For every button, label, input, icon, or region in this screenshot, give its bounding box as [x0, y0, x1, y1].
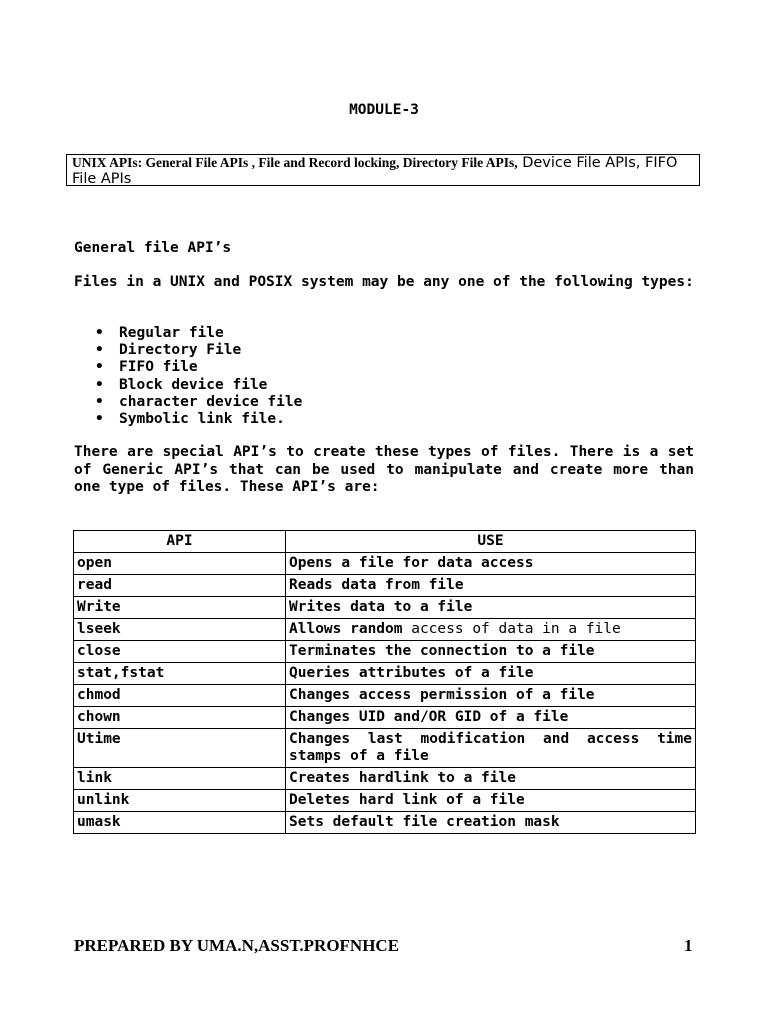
table-row	[74, 663, 696, 685]
topics-box	[66, 154, 700, 186]
footer-page-number: 1	[684, 936, 693, 955]
use-cell-light-part: access of data in a file	[411, 621, 621, 637]
table-row	[74, 707, 696, 729]
api-cell: lseek	[74, 619, 286, 641]
api-cell: chown	[74, 707, 286, 729]
table-row	[74, 729, 696, 768]
bullet-icon: •	[95, 393, 104, 410]
bullet-icon: •	[95, 359, 104, 376]
list-item	[95, 359, 302, 376]
api-cell: Write	[74, 597, 286, 619]
api-cell: link	[74, 768, 286, 790]
api-cell: open	[74, 553, 286, 575]
use-cell: Changes access permission of a file	[286, 685, 696, 707]
table-row	[74, 597, 696, 619]
intro-paragraph: Files in a UNIX and POSIX system may be any one of the following types:	[74, 274, 694, 290]
topics-sans-text: Device File APIs, FIFO File APIs	[72, 155, 678, 187]
api-cell: close	[74, 641, 286, 663]
bullet-icon: •	[95, 325, 104, 341]
table-row	[74, 641, 696, 663]
api-cell: umask	[74, 812, 286, 834]
list-item	[95, 325, 302, 342]
list-item	[95, 377, 302, 394]
use-cell: Writes data to a file	[286, 597, 696, 619]
bullet-icon: •	[95, 342, 104, 359]
api-description-paragraph: There are special API’s to create these types of files. There is a set of Generic API’s that can be used to manipulate and create more than one type of files. These API’s are:	[74, 444, 694, 495]
use-cell: Opens a file for data access	[286, 553, 696, 575]
list-item	[95, 394, 302, 411]
table-row	[74, 685, 696, 707]
table-row	[74, 768, 696, 790]
table-header-row	[74, 531, 696, 553]
use-cell: Sets default file creation mask	[286, 812, 696, 834]
use-cell: Deletes hard link of a file	[286, 790, 696, 812]
file-types-list	[95, 325, 302, 428]
table-row	[74, 619, 696, 641]
use-cell	[286, 619, 696, 641]
list-item	[95, 411, 302, 428]
table-row	[74, 790, 696, 812]
table-row	[74, 575, 696, 597]
footer-prepared-by: PREPARED BY UMA.N,ASST.PROFNHCE	[74, 936, 400, 955]
table-row	[74, 553, 696, 575]
list-item-text: Symbolic link file.	[119, 411, 285, 428]
api-cell: unlink	[74, 790, 286, 812]
use-cell-bold-part: Allows random	[289, 621, 412, 637]
use-cell: Queries attributes of a file	[286, 663, 696, 685]
list-item	[95, 342, 302, 359]
api-cell: chmod	[74, 685, 286, 707]
api-table	[73, 530, 696, 834]
bullet-icon: •	[95, 376, 104, 393]
use-cell: Reads data from file	[286, 575, 696, 597]
list-item-text: Directory File	[119, 342, 242, 359]
table-header-use: USE	[286, 531, 696, 553]
use-cell: Creates hardlink to a file	[286, 768, 696, 790]
section-heading: General file API’s	[74, 240, 232, 256]
api-cell: read	[74, 575, 286, 597]
list-item-text: FIFO file	[119, 359, 198, 376]
list-item-text: Regular file	[119, 325, 224, 341]
bullet-icon: •	[95, 411, 104, 428]
use-cell: Changes last modification and access time stamps of a file	[286, 729, 696, 768]
table-header-api: API	[74, 531, 286, 553]
use-cell: Changes UID and/OR GID of a file	[286, 707, 696, 729]
topics-serif-text: UNIX APIs: General File APIs , File and Record locking, Directory File APIs,	[72, 155, 518, 170]
module-title: MODULE-3	[349, 102, 419, 118]
api-cell: stat,fstat	[74, 663, 286, 685]
table-row	[74, 812, 696, 834]
list-item-text: Block device file	[119, 376, 268, 393]
use-cell: Terminates the connection to a file	[286, 641, 696, 663]
api-cell: Utime	[74, 729, 286, 768]
list-item-text: character device file	[119, 393, 303, 410]
